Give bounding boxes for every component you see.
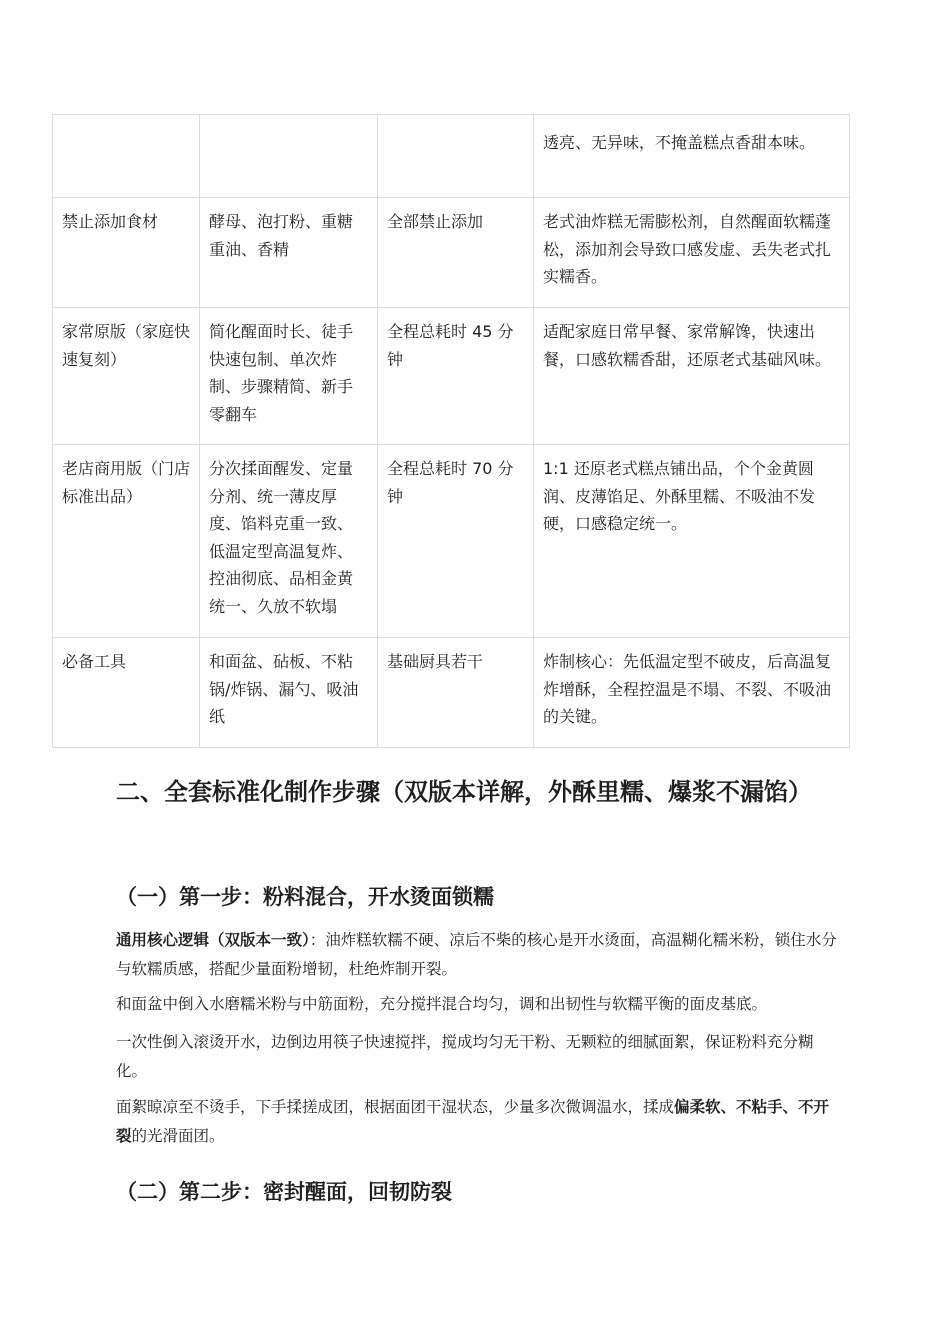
table-cell: 家常原版（家庭快速复刻）	[53, 308, 200, 445]
table-cell: 透亮、无异味，不掩盖糕点香甜本味。	[534, 115, 850, 198]
paragraph-text: 面絮晾凉至不烫手，下手揉搓成团，根据面团干湿状态，少量多次微调温水，揉成	[116, 1098, 675, 1116]
table-cell: 禁止添加食材	[53, 198, 200, 308]
info-table	[52, 114, 850, 748]
step1-paragraph: 一次性倒入滚烫开水，边倒边用筷子快速搅拌，搅成均匀无干粉、无颗粒的细腻面絮，保证粉料充分糊化。	[116, 1033, 814, 1080]
table-row	[53, 198, 850, 308]
table-cell: 全部禁止添加	[378, 198, 534, 308]
table-row	[53, 445, 850, 638]
table-cell	[200, 115, 378, 198]
section-heading: 二、全套标准化制作步骤（双版本详解，外酥里糯、爆浆不漏馅）	[116, 778, 812, 806]
step1-heading: （一）第一步：粉料混合，开水烫面锁糯	[116, 885, 494, 909]
table-cell: 和面盆、砧板、不粘锅/炸锅、漏勺、吸油纸	[200, 638, 378, 748]
table-cell: 基础厨具若干	[378, 638, 534, 748]
table-cell: 适配家庭日常早餐、家常解馋，快速出餐，口感软糯香甜，还原老式基础风味。	[534, 308, 850, 445]
table-cell: 1:1 还原老式糕点铺出品，个个金黄圆润、皮薄馅足、外酥里糯、不吸油不发硬，口感稳定统一。	[534, 445, 850, 638]
table-row	[53, 638, 850, 748]
table-cell: 全程总耗时 45 分钟	[378, 308, 534, 445]
emphasis-text: 偏柔软、不粘手、不开裂	[116, 1098, 830, 1145]
table-cell: 全程总耗时 70 分钟	[378, 445, 534, 638]
table-cell: 老店商用版（门店标准出品）	[53, 445, 200, 638]
table-row	[53, 115, 850, 198]
table-cell: 酵母、泡打粉、重糖重油、香精	[200, 198, 378, 308]
paragraph-text: 的光滑面团。	[131, 1127, 225, 1145]
lead-bold-text: 通用核心逻辑（双版本一致）	[116, 931, 310, 949]
table-cell: 分次揉面醒发、定量分剂、统一薄皮厚度、馅料克重一致、低温定型高温复炸、控油彻底、品相金黄统一、久放不软塌	[200, 445, 378, 638]
table-cell: 必备工具	[53, 638, 200, 748]
table-cell: 简化醒面时长、徒手快速包制、单次炸制、步骤精简、新手零翻车	[200, 308, 378, 445]
lead-text: ：油炸糕软糯不硬、凉后不柴的核心是开水烫面，高温糊化糯米粉，锁住水分与软糯质感，搭配少量面粉增韧，杜绝炸制开裂。	[116, 931, 837, 978]
table-cell: 炸制核心：先低温定型不破皮，后高温复炸增酥，全程控温是不塌、不裂、不吸油的关键。	[534, 638, 850, 748]
step1-paragraph: 和面盆中倒入水磨糯米粉与中筋面粉，充分搅拌混合均匀，调和出韧性与软糯平衡的面皮基底。	[116, 995, 768, 1013]
table-cell	[378, 115, 534, 198]
step1-lead-paragraph	[116, 926, 842, 984]
table-cell	[53, 115, 200, 198]
step1-paragraph	[116, 1093, 842, 1151]
table-cell: 老式油炸糕无需膨松剂，自然醒面软糯蓬松，添加剂会导致口感发虚、丢失老式扎实糯香。	[534, 198, 850, 308]
step2-heading: （二）第二步：密封醒面，回韧防裂	[116, 1180, 452, 1204]
table-row	[53, 308, 850, 445]
